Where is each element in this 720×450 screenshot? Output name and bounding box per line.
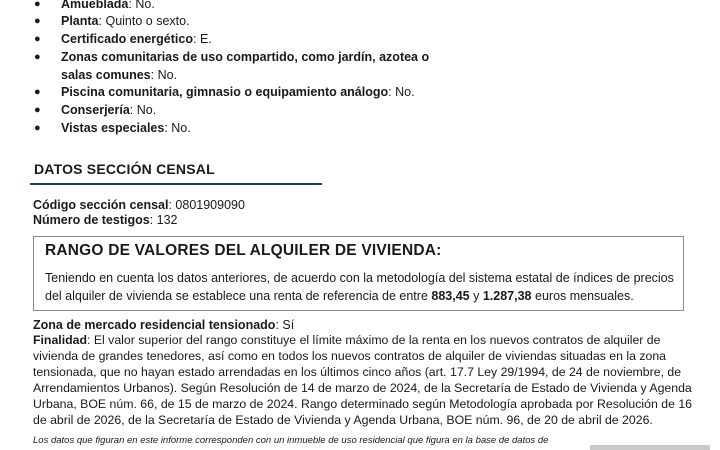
feature-item: ● Certificado energético: E. (34, 32, 212, 46)
rent-range-box (33, 236, 684, 311)
witnesses-label: Número de testigos (33, 213, 150, 227)
feature-value: E. (199, 32, 212, 46)
feature-label: Amueblada (61, 0, 129, 11)
feature-item: ● Vistas especiales: No. (34, 121, 191, 135)
bullet-icon: ● (34, 15, 41, 27)
feature-item: ● Piscina comunitaria, gimnasio o equipamiento análogo: No. (34, 85, 415, 99)
feature-item: ● Zonas comunitarias de uso compartido, como jardín, azotea o salas comunes: No. (34, 50, 430, 82)
feature-label: Conserjería (61, 103, 130, 117)
rent-range-text (45, 269, 677, 305)
feature-item: ● Planta: Quinto o sexto. (34, 14, 190, 28)
zone-value: Sí (282, 318, 295, 332)
bullet-icon: ● (34, 122, 41, 134)
census-code-row: Código sección censal: 0801909090 (33, 198, 245, 212)
rent-connector: y (473, 289, 480, 303)
rent-range-intro: Teniendo en cuenta los datos anteriores, de acuerdo con la metodología del sistema estatal de índices de precios del alquiler de vivienda se establece una renta de referencia de entre (45, 271, 674, 303)
rent-range-title: RANGO DE VALORES DEL ALQUILER DE VIVIENDA: (45, 242, 442, 259)
feature-label: Certificado energético (61, 32, 193, 46)
census-code-value: 0801909090 (175, 198, 245, 212)
witnesses-value: 132 (156, 213, 178, 227)
feature-label: Zonas comunitarias de uso compartido, como jardín, azotea o salas comunes (61, 50, 430, 82)
feature-value: No. (136, 103, 157, 117)
census-section-title: DATOS SECCIÓN CENSAL (34, 161, 215, 177)
section-divider (30, 183, 322, 185)
zone-label: Zona de mercado residencial tensionado (33, 318, 276, 332)
feature-value: No. (395, 85, 415, 99)
witnesses-row: Número de testigos: 132 (33, 213, 178, 227)
feature-item: ● Amueblada: No. (34, 0, 454, 13)
feature-label: Vistas especiales (61, 121, 165, 135)
rent-range-unit: euros mensuales. (535, 289, 634, 303)
bullet-icon: ● (34, 86, 41, 98)
rent-max-value: 1.287,38 (482, 289, 532, 303)
footer-note: Los datos que figuran en este informe corresponden con un inmueble de uso residencial que figura en la base de datos de (33, 435, 549, 446)
finalidad-text: El valor superior del rango constituye el límite máximo de la renta en los nuevos contratos de alquiler de vivienda de grandes tenedores, así como en todos los nuevos contratos de alquiler de viviendas situadas en la zona tensionada, que no hayan estado arrendadas en los últimos cinco años (art. 17.7 Ley 29/1994, de 24 de noviembre, de Arrendamientos Urbanos). Según Resolución de 14 de marzo de 2024, de la Secretaría de Estado de Vivienda y Agenda Urbana, BOE núm. 66, de 15 de marzo de 2024. Rango determinado según Metodología aprobada por Resolución de 16 de abril de 2026, de la Secretaría de Estado de Vivienda y Agenda Urbana, BOE núm. 96, de 20 de abril de 2026. (33, 333, 693, 427)
bullet-icon: ● (34, 0, 41, 10)
census-code-label: Código sección censal (33, 198, 169, 212)
bullet-icon: ● (34, 33, 41, 45)
footer-bar (590, 445, 710, 450)
bullet-icon: ● (34, 104, 41, 116)
feature-value: No. (171, 121, 191, 135)
feature-value: No. (135, 0, 155, 11)
feature-value: No. (157, 68, 178, 82)
finalidad-label: Finalidad (33, 333, 87, 347)
feature-item: ● Conserjería: No. (34, 103, 157, 117)
bullet-icon: ● (34, 51, 41, 63)
zone-row: Zona de mercado residencial tensionado: Sí (33, 318, 295, 332)
feature-label: Planta (61, 14, 99, 28)
finalidad-paragraph: Finalidad: El valor superior del rango constituye el límite máximo de la renta en los nuevos contratos de alquiler de vivienda de grandes tenedores, así como en todos los nuevos contratos de alquiler de viviendas situadas en la zona tensionada, que no hayan estado arrendadas en los últimos cinco años (art. 17.7 Ley 29/1994, de 24 de noviembre, de Arrendamientos Urbanos). Según Resolución de 14 de marzo de 2024, de la Secretaría de Estado de Vivienda y Agenda Urbana, BOE núm. 66, de 15 de marzo de 2024. Rango determinado según Metodología aprobada por Resolución de 16 de abril de 2026, de la Secretaría de Estado de Vivienda y Agenda Urbana, BOE núm. 96, de 20 de abril de 2026. (33, 333, 693, 427)
feature-value: Quinto o sexto. (105, 14, 190, 28)
feature-label: Piscina comunitaria, gimnasio o equipamiento análogo (61, 85, 389, 99)
rent-min-value: 883,45 (431, 289, 470, 303)
